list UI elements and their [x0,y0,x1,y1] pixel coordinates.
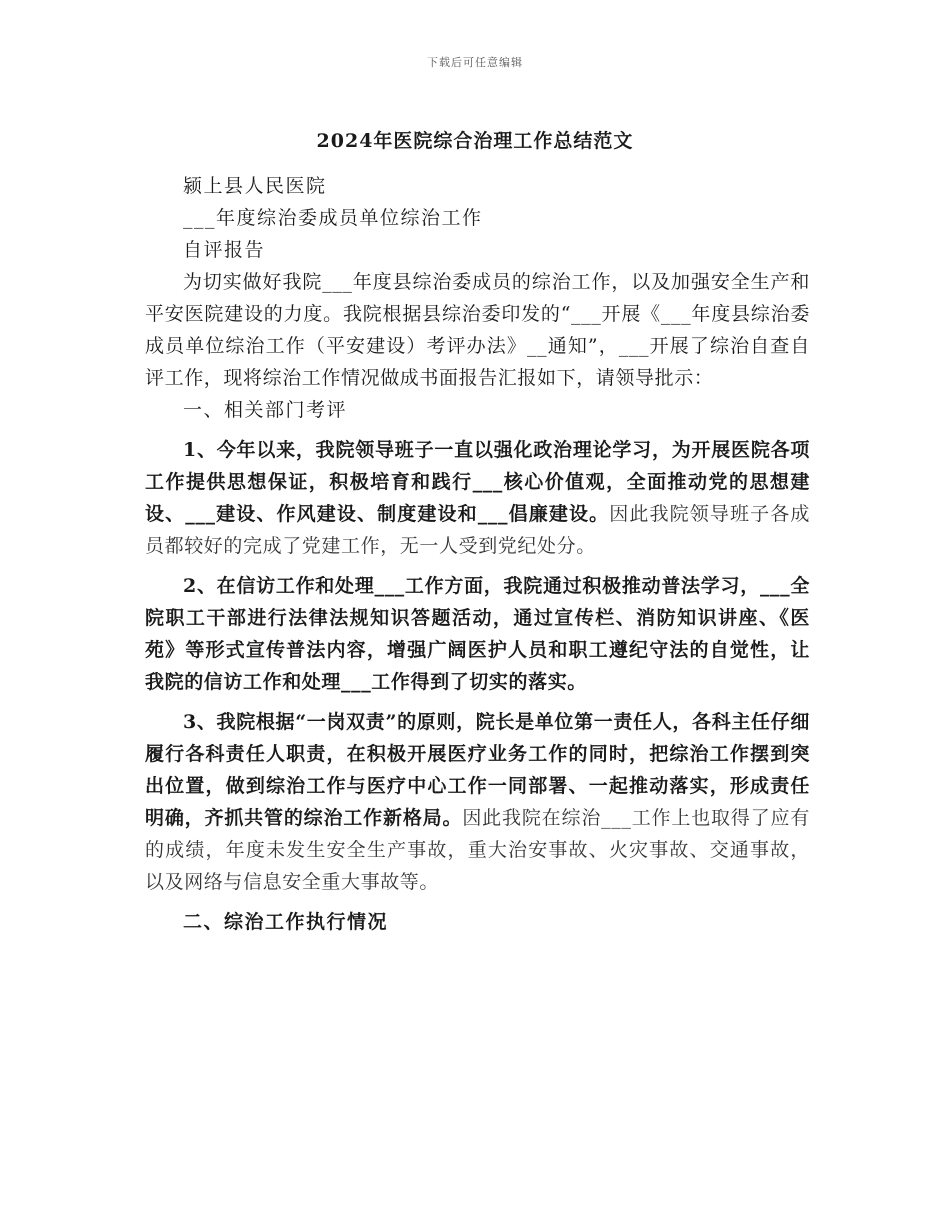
subtitle-line: ___年度综治委成员单位综治工作 [183,207,483,229]
document-body [145,170,810,938]
document-title: 2024年医院综合治理工作总结范文 [316,130,634,152]
paragraph-1-regular: 因此我院领导班子各成员都较好的完成了党建工作，无一人受到党纪处分。 [145,503,810,557]
paragraph-1-bold: 1、今年以来，我院领导班子一直以强化政治理论学习，为开展医院各项工作提供思想保证，积极培育和践行___核心价值观，全面推动党的思想建设、___建设、作风建设、制度建设和___倡廉建设。 [145,439,810,525]
paragraph-3-bold: 3、我院根据“一岗双责”的原则，院长是单位第一责任人，各科主任仔细履行各科责任人职责，在积极开展医疗业务工作的同时，把综治工作摆到突出位置，做到综治工作与医疗中心工作一同部署、一起推动落实，形成责任明确，齐抓共管的综治工作新格局。 [145,711,810,829]
header-note: 下载后可任意编辑 [427,56,523,69]
section-heading-2: 二、综治工作执行情况 [183,911,389,933]
report-line: 自评报告 [183,239,266,261]
intro-paragraph: 为切实做好我院___年度县综治委成员的综治工作，以及加强安全生产和平安医院建设的力度。我院根据县综治委印发的“___开展《___年度县综治委成员单位综治工作（平安建设）考评办法》__通知”，___开展了综治自查自评工作，现将综治工作情况做成书面报告汇报如下，请领导批示： [145,271,810,389]
paragraph-3 [145,706,810,898]
paragraph-3-regular: 因此我院在综治___工作上也取得了应有的成绩，年度未发生安全生产事故，重大治安事故、火灾事故、交通事故，以及网络与信息安全重大事故等。 [145,807,810,893]
org-line: 颍上县人民医院 [183,175,327,197]
paragraph-2-bold: 2、在信访工作和处理___工作方面，我院通过积极推动普法学习，___全院职工干部进行法律法规知识答题活动，通过宣传栏、消防知识讲座、《医苑》等形式宣传普法内容，增强广阔医护人员和职工遵纪守法的自觉性，让我院的信访工作和处理___工作得到了切实的落实。 [145,575,810,693]
paragraph-2 [145,570,810,698]
paragraph-1 [145,434,810,562]
section-heading-1: 一、相关部门考评 [183,399,348,421]
